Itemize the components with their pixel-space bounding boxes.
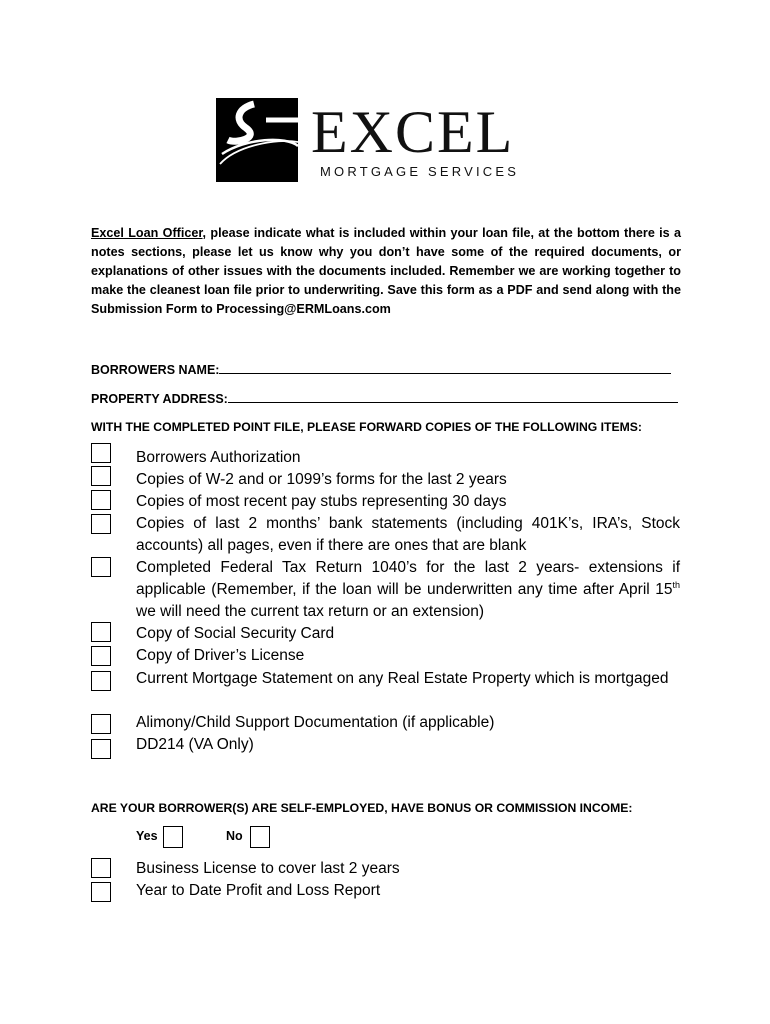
checkbox-tax-returns[interactable]	[91, 557, 111, 577]
checkbox-drivers-license[interactable]	[91, 646, 111, 666]
list-item: Copy of Driver’s License	[136, 647, 305, 664]
checkbox-dd214[interactable]	[91, 739, 111, 759]
checkbox-profit-loss[interactable]	[91, 882, 111, 902]
property-address-label: PROPERTY ADDRESS:	[91, 392, 228, 406]
borrowers-name-field[interactable]	[91, 361, 671, 377]
property-address-blank[interactable]	[228, 390, 678, 403]
list-item: Copies of W-2 and or 1099’s forms for the last 2 years	[136, 471, 507, 488]
yes-checkbox[interactable]	[163, 826, 183, 848]
list-item: Copies of last 2 months’ bank statements (including 401K’s, IRA’s, Stock accounts) all pages, even if there are ones that are blank	[136, 515, 680, 554]
checkbox-alimony[interactable]	[91, 714, 111, 734]
tax-return-text-a: Completed Federal Tax Return 1040’s for the last 2 years- extensions if applicable (Remember, if the loan will be underwritten any time after April 15	[136, 559, 680, 598]
checkbox-pay-stubs[interactable]	[91, 490, 111, 510]
list-item: Copy of Social Security Card	[136, 625, 335, 642]
intro-text: , please indicate what is included within your loan file, at the bottom there is a notes sections, please let us know why you don’t have some of the required documents, or explanations of other issues with the documents included. Remember we are working together to make the cleanest loan file prior to underwriting. Save this form as a PDF and send along with the Submission Form to Processing@ERMLoans.com	[91, 226, 681, 316]
no-label: No	[226, 829, 243, 843]
forward-copies-heading: WITH THE COMPLETED POINT FILE, PLEASE FORWARD COPIES OF THE FOLLOWING ITEMS:	[91, 420, 642, 434]
list-item: Current Mortgage Statement on any Real Estate Property which is mortgaged	[136, 670, 669, 687]
tax-return-text-b: we will need the current tax return or an extension)	[136, 603, 485, 620]
list-item: Borrowers Authorization	[136, 449, 301, 466]
list-item: Business License to cover last 2 years	[136, 860, 400, 877]
no-checkbox[interactable]	[250, 826, 270, 848]
checkbox-social-security-card[interactable]	[91, 622, 111, 642]
logo-brand-name: EXCEL	[311, 99, 515, 165]
checkbox-business-license[interactable]	[91, 858, 111, 878]
property-address-field[interactable]	[91, 390, 678, 406]
checkbox-borrowers-authorization[interactable]	[91, 443, 111, 463]
intro-lead: Excel Loan Officer	[91, 226, 203, 240]
list-item: DD214 (VA Only)	[136, 736, 254, 753]
intro-paragraph	[91, 224, 681, 319]
tax-return-superscript: th	[672, 579, 680, 590]
list-item: Copies of most recent pay stubs representing 30 days	[136, 493, 507, 510]
list-item: Year to Date Profit and Loss Report	[136, 882, 381, 899]
yes-label: Yes	[136, 829, 158, 843]
checkbox-mortgage-statement[interactable]	[91, 671, 111, 691]
checkbox-w2-1099[interactable]	[91, 466, 111, 486]
self-employed-heading: ARE YOUR BORROWER(S) ARE SELF-EMPLOYED, HAVE BONUS OR COMMISSION INCOME:	[91, 801, 633, 815]
excel-logo	[216, 98, 556, 184]
excel-swoosh-logo-mark	[216, 98, 298, 182]
list-item	[136, 557, 680, 623]
logo-tagline: MORTGAGE SERVICES	[320, 164, 520, 179]
checkbox-bank-statements[interactable]	[91, 514, 111, 534]
borrowers-name-blank[interactable]	[219, 361, 671, 374]
list-item: Alimony/Child Support Documentation (if applicable)	[136, 714, 495, 731]
borrowers-name-label: BORROWERS NAME:	[91, 363, 220, 377]
